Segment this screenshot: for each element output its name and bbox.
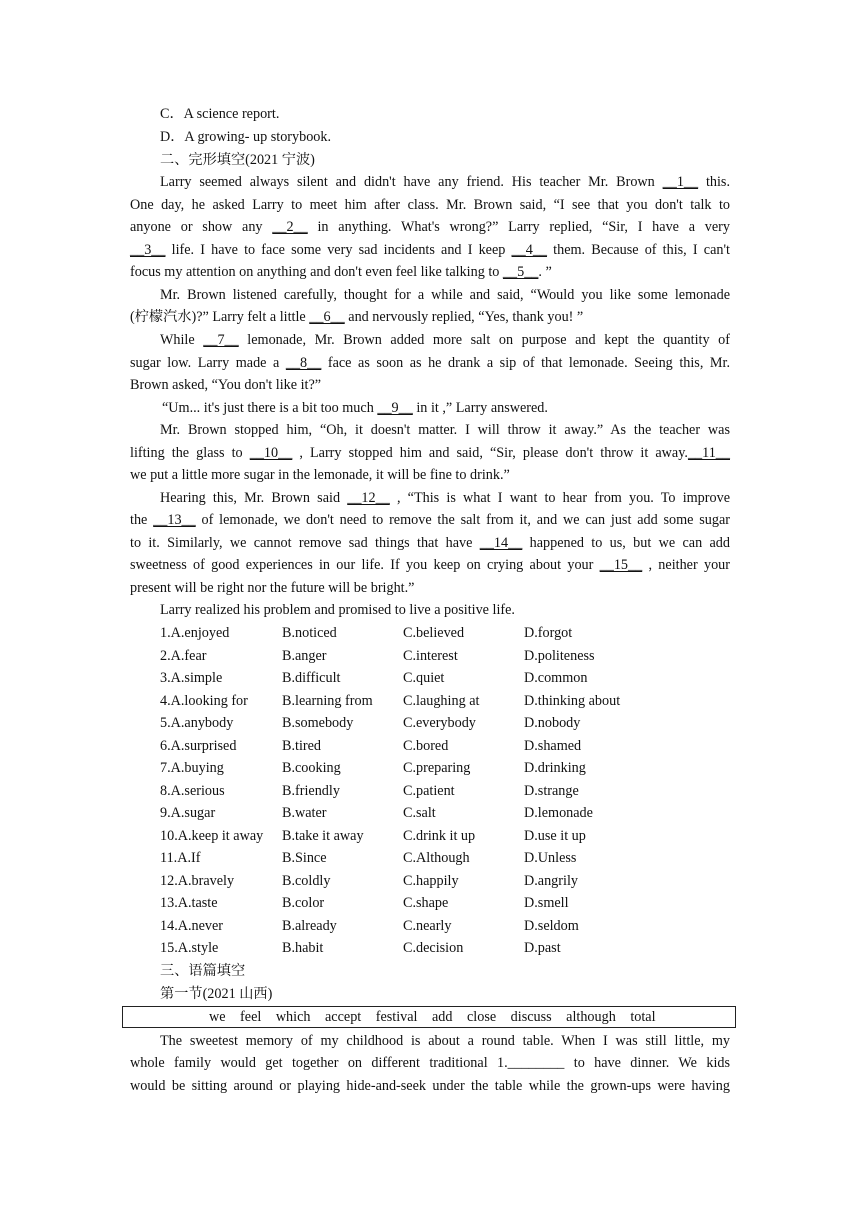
blank-5: __5__ <box>502 264 539 280</box>
passage-line: sugar low. Larry made a __8__ face as soon as he drank a sip of that lemonade. Seeing this, Mr. <box>130 355 730 371</box>
blank-4: __4__ <box>511 242 548 258</box>
word-bank-item: accept <box>325 1009 362 1025</box>
passage-line: focus my attention on anything and don't even feel like talking to __5__. ” <box>130 264 552 280</box>
blank-1: __1__ <box>662 174 699 190</box>
passage-line: (柠檬汽水)?” Larry felt a little __6__ and nervously replied, “Yes, thank you! ” <box>130 309 584 325</box>
passage-line: to it. Similarly, we cannot remove sad things that have __14__ happened to us, but we can add <box>130 535 730 551</box>
passage-line: Hearing this, Mr. Brown said __12__ , “This is what I want to hear from you. To improve <box>160 490 730 506</box>
passage-line: __3__ life. I have to face some very sad incidents and I keep __4__ them. Because of this, I can't <box>130 242 730 258</box>
passage-line: would be sitting around or playing hide-and-seek under the table while the grown-ups were having <box>130 1078 730 1094</box>
passage-line: lifting the glass to __10__ , Larry stopped him and said, “Sir, please don't throw it away.__11__ <box>130 445 730 461</box>
word-bank-item: feel <box>240 1009 262 1025</box>
passage-line: While __7__ lemonade, Mr. Brown added more salt on purpose and kept the quantity of <box>160 332 730 348</box>
passage-line: The sweetest memory of my childhood is about a round table. When I was still little, my <box>160 1033 730 1049</box>
document-page: C．A science report. D．A growing- up storybook. 二、完形填空(2021 宁波) Larry seemed always silent and didn't have any friend. His teacher Mr. Brown __1__ this. One day, he asked Larry to meet him after class. Mr. Brown said, “I see that you don't talk to anyone or show any __2__ in anything. What's wrong?” Larry replied, “Sir, I have a very __3__ life. I have to face some very sad incidents and I keep __4__ them. Because of this, I can't focus my attention on anything and don't even feel like talking to __5__. ” Mr. Brown listened carefully, thought for a while and said, “Would you like some lemonade (柠檬汽水)?” Larry felt a little __6__ and nervously replied, “Yes, thank you! ” While __7__ lemonade, Mr. Brown added more salt on purpose and kept the quantity of sugar low. Larry made a __8__ face as soon as he drank a sip of that lemonade. Seeing this, Mr. Brown asked, “You don't like it?” “Um... it's just there is a bit too much __9__ in it ,” Larry answered. Mr. Brown stopped him, “Oh, it doesn't matter. I will throw it away.” As the teacher was lifting the glass to __10__ , Larry stopped him and said, “Sir, please don't throw it away.__11__ we put a little more sugar in the lemonade, it will be fine to drink.” Hearing this, Mr. Brown said __12__ , “This is what I want to hear from you. To improve the __13__ of lemonade, we don't need to remove the salt from it, and we can just add some sugar to it. Similarly, we cannot remove sad things that have __14__ happened to us, but we can add sweetness of good experiences in our life. If you keep on crying about your __15__ , neither your present will be right nor the future will be bright.” Larry realized his problem and promised to live a positive life. 1.A.enjoyed B.noticed C.believed D.forgot 2.A.fear B.anger C.interest D.politeness 3.A.simple B.difficult C.quiet D.common 4.A.looking for B.learning from C.laughing at D.thinking about 5.A.anybody B.somebody C.everybody D.nobody 6.A.surprised B.tired C.bored D.shamed 7.A.buying B.cooking C.preparing D.drinking 8.A.serious B.friendly C.patient D.strange 9.A.sugar B.water C.salt D.lemonade 10.A.keep it away B.take it away C.drink it up D.use it up 11.A.If B.Since C.Although D.Unless 12.A.bravely B.coldly C.happily D.angrily 13.A.taste B.color C.shape D.smell 14.A.never B.already C.nearly D.seldom 15.A.style B.habit C.decision D.past 三、语篇填空 第一节(2021 山西) we feel which accept festival add close discuss although total The sweetest memory of my childhood is about a round table. When I was still little, my whole family would get together on different traditional 1.________ to have dinner. We kids would be sitting around or playing hide-and-seek under the table while the grown-ups were having <box>0 0 860 1216</box>
passage-line: “Um... it's just there is a bit too much __9__ in it ,” Larry answered. <box>162 400 548 416</box>
blank-14: __14__ <box>479 535 523 551</box>
word-bank-item: add <box>432 1009 453 1025</box>
passage-line: One day, he asked Larry to meet him after class. Mr. Brown said, “I see that you don't talk to <box>130 197 730 213</box>
section-heading-cloze: 二、完形填空(2021 宁波) <box>160 152 315 168</box>
passage-line: present will be right nor the future will be bright.” <box>130 580 415 596</box>
blank-13: __13__ <box>153 512 196 528</box>
blank-8: __8__ <box>285 355 322 371</box>
blank-15: __15__ <box>599 557 643 573</box>
word-bank-item: close <box>467 1009 497 1025</box>
section-subheading: 第一节(2021 山西) <box>160 986 273 1002</box>
passage-line: the __13__ of lemonade, we don't need to remove the salt from it, and we can just add some sugar <box>130 512 730 528</box>
word-bank-item: total <box>630 1009 656 1025</box>
word-bank-item: which <box>275 1009 311 1025</box>
blank-7: __7__ <box>203 332 239 348</box>
passage-line: whole family would get together on different traditional 1.________ to have dinner. We kids <box>130 1055 730 1071</box>
passage-line: Mr. Brown listened carefully, thought for a while and said, “Would you like some lemonade <box>160 287 730 303</box>
passage-line: Brown asked, “You don't like it?” <box>130 377 322 393</box>
option-d-line: D．A growing- up storybook. <box>160 129 332 145</box>
passage-line: we put a little more sugar in the lemonade, it will be fine to drink.” <box>130 467 510 483</box>
passage-line: Larry realized his problem and promised to live a positive life. <box>160 602 515 618</box>
blank-12: __12__ <box>347 490 390 506</box>
word-bank-item: although <box>566 1009 616 1025</box>
word-bank-box <box>122 1006 736 1028</box>
word-bank-item: we <box>209 1009 226 1025</box>
blank-6: __6__ <box>309 309 345 325</box>
blank-11: __11__ <box>687 445 730 461</box>
blank-3: __3__ <box>130 242 166 258</box>
passage-line: Larry seemed always silent and didn't have any friend. His teacher Mr. Brown __1__ this. <box>160 174 730 190</box>
blank-2: __2__ <box>272 219 308 235</box>
word-bank-item: festival <box>375 1009 418 1025</box>
blank-10: __10__ <box>249 445 293 461</box>
word-bank-item: discuss <box>510 1009 552 1025</box>
section-heading-passage-fill: 三、语篇填空 <box>160 963 246 979</box>
passage-line: sweetness of good experiences in our life. If you keep on crying about your __15__ , neither your <box>130 557 730 573</box>
blank-9: __9__ <box>377 400 413 416</box>
passage-line: anyone or show any __2__ in anything. What's wrong?” Larry replied, “Sir, I have a very <box>130 219 730 235</box>
passage-line: Mr. Brown stopped him, “Oh, it doesn't matter. I will throw it away.” As the teacher was <box>160 422 730 438</box>
option-c-line: C．A science report. <box>160 106 280 122</box>
